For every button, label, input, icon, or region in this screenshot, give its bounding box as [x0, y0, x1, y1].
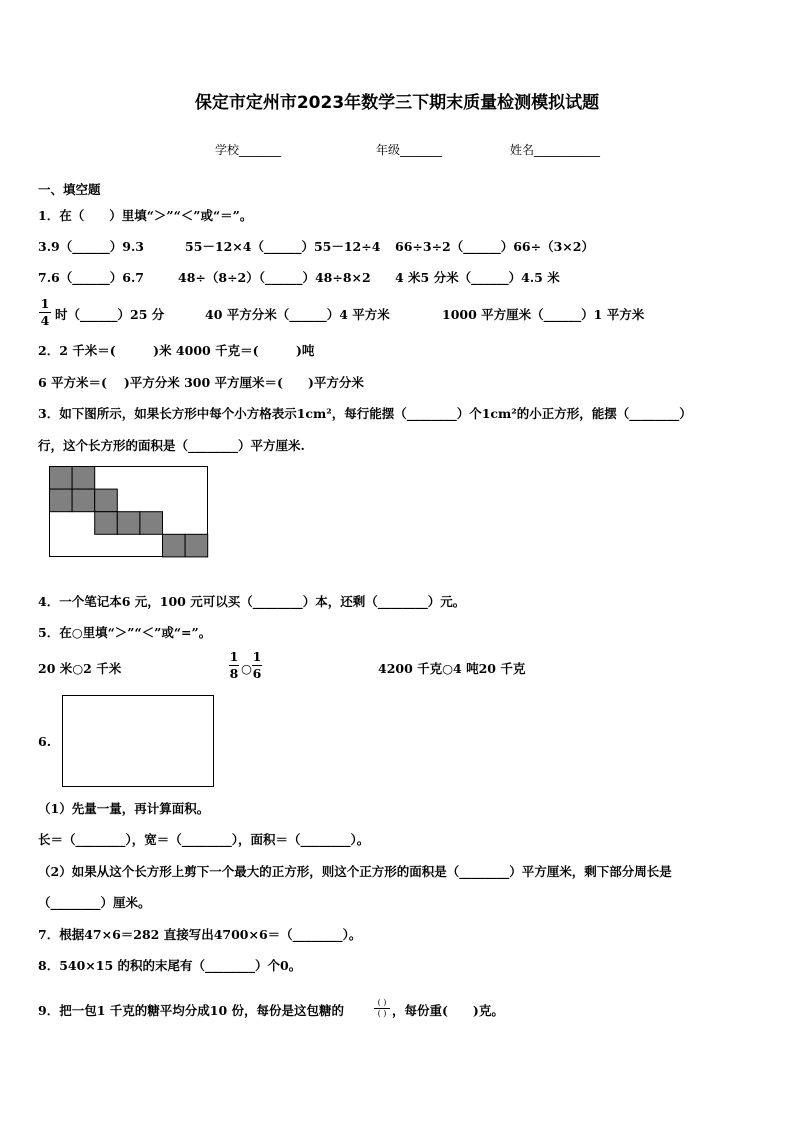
compare-circle: ○	[241, 661, 252, 676]
q5-stem: 5．在○里填“＞”“＜”或“=”。	[38, 625, 212, 640]
fraction-numerator: 1	[40, 296, 50, 311]
school-field[interactable]: 学校_______	[215, 143, 282, 157]
q1-item: 66÷3÷2（______）66÷（3×2）	[395, 239, 594, 254]
measure-rectangle	[62, 695, 214, 787]
q1-item: 4 米5 分米（______）4.5 米	[395, 270, 560, 285]
fraction-one-eighth	[229, 650, 239, 681]
fraction-numerator: 1	[229, 649, 239, 664]
shaded-square	[95, 489, 118, 512]
shaded-square	[117, 512, 140, 535]
q1-item: 3.9（______）9.3	[38, 239, 144, 254]
shaded-square	[72, 489, 95, 512]
q1-item: 48÷（8÷2）（______）48÷8×2	[178, 270, 371, 285]
q1-item: 55－12×4（______）55－12÷4	[185, 239, 381, 254]
shaded-square	[95, 512, 118, 535]
blank-fraction	[374, 999, 390, 1018]
fraction-denominator: 6	[252, 666, 262, 681]
fraction-one-quarter	[39, 297, 51, 328]
fraction-one-sixth	[252, 650, 262, 681]
q1-item: 7.6（______）6.7	[38, 270, 144, 285]
q9-text: 9．把一包1 千克的糖平均分成10 份，每份是这包糖的	[38, 1003, 344, 1018]
q2-line: 2．2 千米＝( )米 4000 千克＝( )吨	[38, 343, 315, 358]
shaded-square	[50, 489, 73, 512]
q6-number: 6.	[38, 734, 52, 749]
q6-part1: （1）先量一量，再计算面积。	[38, 801, 210, 816]
name-field[interactable]: 姓名___________	[510, 143, 601, 157]
fraction-numerator: 1	[252, 649, 262, 664]
q6-part2-cont: （________）厘米。	[38, 895, 151, 910]
q7-text: 7．根据47×6＝282 直接写出4700×6＝（________）。	[38, 927, 362, 942]
shaded-square	[72, 467, 95, 490]
fraction-numerator: ( )	[377, 998, 387, 1007]
q6-part2: （2）如果从这个长方形上剪下一个最大的正方形，则这个正方形的面积是（________）平方厘米，剩下部分周长是	[38, 864, 672, 879]
q3-line: 行，这个长方形的面积是（________）平方厘米.	[38, 438, 305, 453]
q2-line: 6 平方米＝( )平方分米 300 平方厘米＝( )平方分米	[38, 375, 364, 390]
q1-item: 1000 平方厘米（______）1 平方米	[442, 307, 645, 322]
shaded-square	[140, 512, 163, 535]
fraction-denominator: ( )	[377, 1009, 387, 1018]
q8-text: 8．540×15 的积的末尾有（________）个0。	[38, 958, 302, 973]
shaded-square	[185, 534, 208, 557]
shaded-square	[50, 467, 73, 490]
q5-item: 20 米○2 千米	[38, 661, 122, 676]
q9-text-end: ，每份重( )克。	[392, 1003, 504, 1018]
q1-stem: 1．在（ ）里填“＞”“＜”或“＝”。	[38, 208, 253, 223]
section-heading: 一、填空题	[38, 182, 101, 197]
q5-item: 4200 千克○4 吨20 千克	[378, 661, 526, 676]
q1-item: 40 平方分米（______）4 平方米	[205, 307, 390, 322]
q4-text: 4．一个笔记本6 元，100 元可以买（________）本，还剩（________）元。	[38, 594, 466, 609]
page-title: 保定市定州市2023年数学三下期末质量检测模拟试题	[194, 93, 600, 113]
q1-item: 时（______）25 分	[55, 307, 165, 322]
fraction-denominator: 8	[229, 666, 239, 681]
grade-field[interactable]: 年级_______	[376, 143, 443, 157]
shaded-square	[163, 534, 186, 557]
grid-rectangle-figure	[49, 466, 209, 558]
fraction-denominator: 4	[40, 313, 50, 328]
q6-part1-answer: 长＝（________），宽＝（________），面积＝（________）。	[38, 832, 370, 847]
q3-line: 3．如下图所示，如果长方形中每个小方格表示1cm²，每行能摆（________）个1cm²的小正方形，能摆（________）	[38, 406, 692, 421]
